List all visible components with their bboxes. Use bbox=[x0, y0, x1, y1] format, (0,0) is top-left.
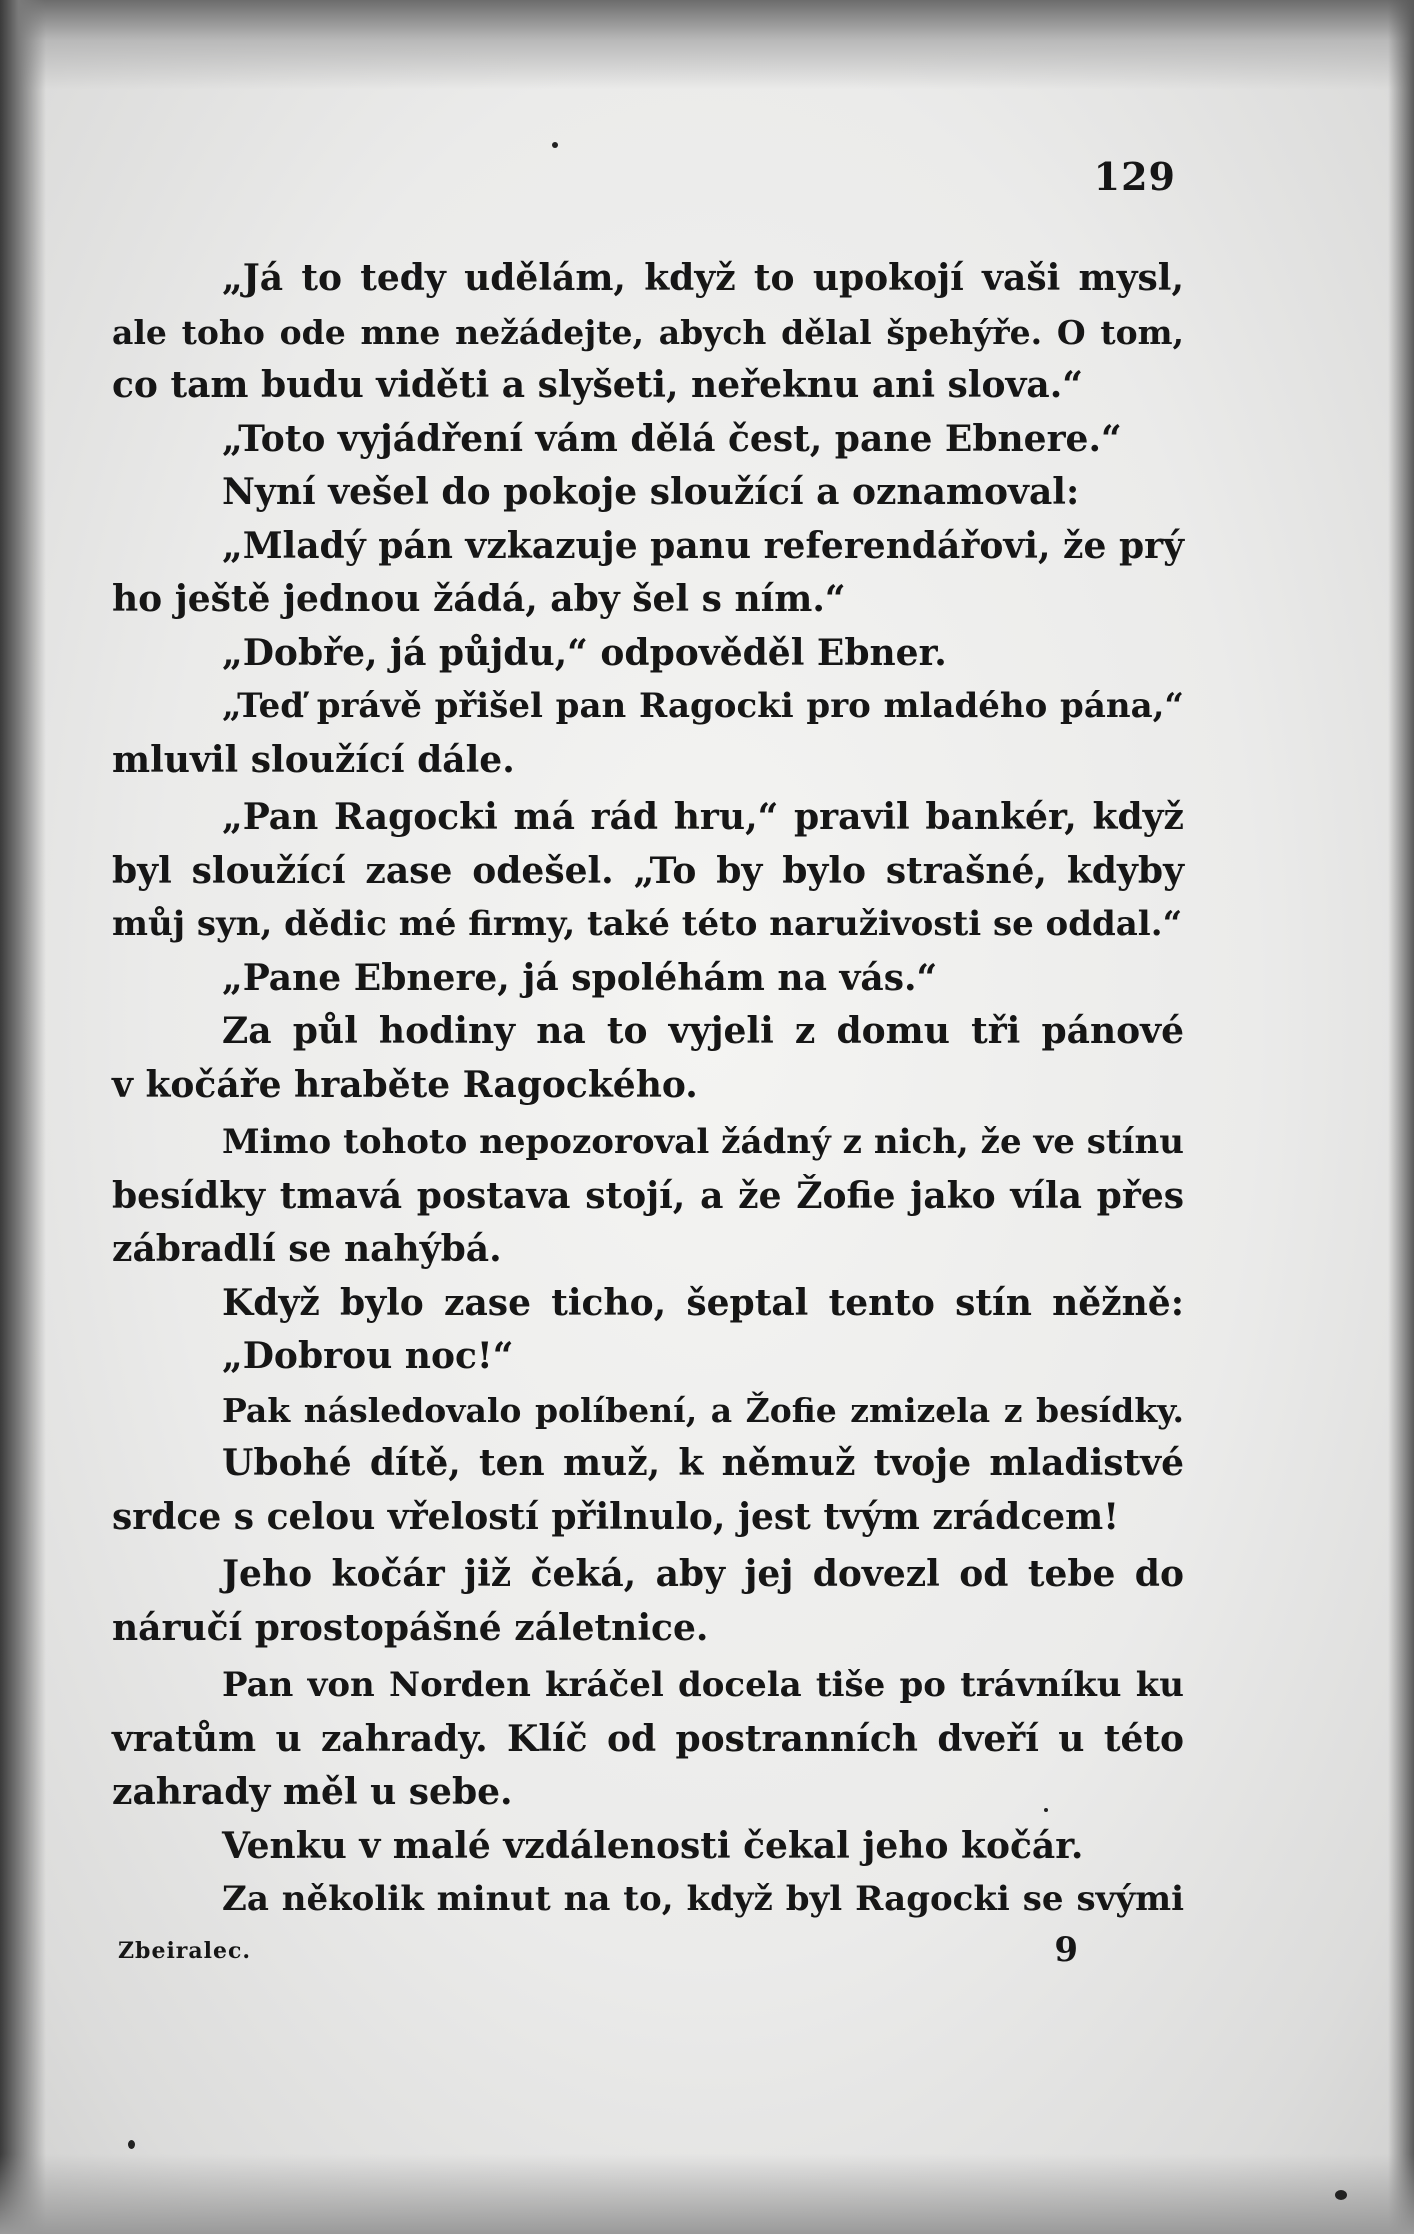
text-line: „Já to tedy udělám, když to upokojí vaši mysl, bbox=[222, 257, 1184, 299]
printer-signature: Zbeiralec. bbox=[118, 1938, 252, 1964]
scan-edge-left bbox=[0, 0, 46, 2234]
text-line: besídky tmavá postava stojí, a že Žofie jako víla přes bbox=[112, 1174, 1184, 1217]
text-line: „Pane Ebnere, já spoléhám na vás.“ bbox=[222, 956, 938, 999]
text-line: mluvil sloužící dále. bbox=[112, 738, 515, 781]
text-line: Pan von Norden kráčel docela tiše po trávníku ku bbox=[222, 1665, 1184, 1705]
text-line: Nyní vešel do pokoje sloužící a oznamoval: bbox=[222, 471, 1080, 513]
text-line: „Pan Ragocki má rád hru,“ pravil bankér, když bbox=[222, 796, 1184, 838]
text-line: můj syn, dědic mé firmy, také této naruživosti se oddal.“ bbox=[112, 904, 1183, 944]
text-line: Mimo tohoto nepozoroval žádný z nich, že ve stínu bbox=[222, 1122, 1184, 1162]
text-line: ho ještě jednou žádá, aby šel s ním.“ bbox=[112, 578, 846, 620]
text-line: „Dobře, já půjdu,“ odpověděl Ebner. bbox=[222, 631, 947, 674]
text-line: zahrady měl u sebe. bbox=[112, 1771, 513, 1813]
text-line: vratům u zahrady. Klíč od postranních dveří u této bbox=[112, 1717, 1184, 1760]
sheet-mark: 9 bbox=[1054, 1930, 1078, 1970]
text-line: Pak následovalo políbení, a Žofie zmizela z besídky. bbox=[222, 1390, 1184, 1430]
text-line: srdce s celou vřelostí přilnulo, jest tvým zrádcem! bbox=[112, 1495, 1120, 1538]
text-line: ale toho ode mne nežádejte, abych dělal špehýře. O tom, bbox=[112, 312, 1184, 352]
page-footer bbox=[118, 1930, 1078, 1970]
text-line: Za půl hodiny na to vyjeli z domu tři pánové bbox=[222, 1010, 1184, 1052]
text-line: náručí prostopášné záletnice. bbox=[112, 1606, 709, 1649]
scan-edge-right bbox=[1388, 0, 1414, 2234]
text-line: „Mladý pán vzkazuje panu referendářovi, že prý bbox=[222, 524, 1184, 567]
paper-speck bbox=[128, 2140, 135, 2149]
text-line: v kočáře hraběte Ragockého. bbox=[112, 1063, 698, 1106]
text-line: zábradlí se nahýbá. bbox=[112, 1228, 502, 1270]
text-line: „Dobrou noc!“ bbox=[222, 1335, 514, 1377]
page-number: 129 bbox=[1093, 154, 1176, 199]
text-line: co tam budu viděti a slyšeti, neřeknu ani slova.“ bbox=[112, 364, 1083, 406]
paper-speck bbox=[552, 142, 558, 148]
text-line: Za několik minut na to, když byl Ragocki se svými bbox=[222, 1879, 1184, 1919]
paper-speck bbox=[1335, 2190, 1347, 2200]
text-line: Když bylo zase ticho, šeptal tento stín něžně: bbox=[222, 1281, 1184, 1324]
scan-edge-bottom bbox=[0, 2154, 1414, 2234]
body-text bbox=[112, 252, 1184, 1927]
scan-edge-top bbox=[0, 0, 1414, 90]
text-line: „Teď právě přišel pan Ragocki pro mladého pána,“ bbox=[222, 686, 1184, 726]
text-line: byl sloužící zase odešel. „To by bylo strašné, kdyby bbox=[112, 849, 1184, 892]
text-line: Ubohé dítě, ten muž, k němuž tvoje mladistvé bbox=[222, 1442, 1184, 1484]
text-line: „Toto vyjádření vám dělá čest, pane Ebnere.“ bbox=[222, 417, 1122, 460]
text-line: Jeho kočár již čeká, aby jej dovezl od tebe do bbox=[222, 1553, 1184, 1595]
text-line: Venku v malé vzdálenosti čekal jeho kočár. bbox=[222, 1824, 1084, 1867]
